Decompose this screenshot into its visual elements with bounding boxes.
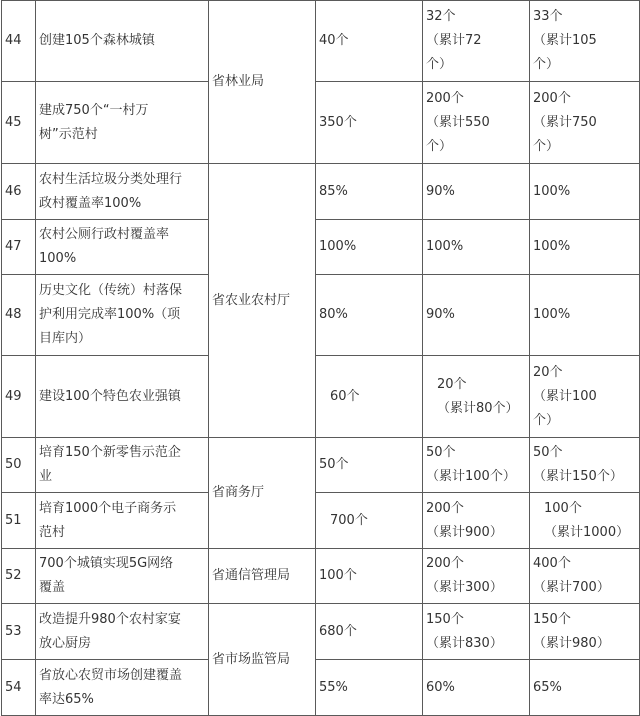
task-table [1, 0, 640, 716]
task-name: 农村生活垃圾分类处理行 政村覆盖率100% [36, 164, 209, 220]
target-value-3: 20个 （累计100 个） [530, 356, 640, 438]
target-value-3: 100个 （累计1000） [530, 493, 640, 549]
row-number: 54 [2, 660, 36, 716]
task-name: 培育150个新零售示范企 业 [36, 438, 209, 493]
table-row [2, 438, 640, 493]
target-value-2: 150个 （累计830） [423, 604, 530, 660]
row-number: 53 [2, 604, 36, 660]
target-value-2: 20个 （累计80个） [423, 356, 530, 438]
table-row [2, 604, 640, 660]
department-cell: 省林业局 [209, 1, 316, 164]
table-row [2, 220, 640, 275]
target-value-1: 85% [316, 164, 423, 220]
task-name: 建成750个“一村万 树”示范村 [36, 82, 209, 164]
target-value-1: 55% [316, 660, 423, 716]
department-cell: 省商务厅 [209, 438, 316, 549]
department-cell: 省通信管理局 [209, 549, 316, 604]
task-name: 700个城镇实现5G网络 覆盖 [36, 549, 209, 604]
row-number: 50 [2, 438, 36, 493]
row-number: 48 [2, 275, 36, 356]
target-value-3: 200个 （累计750 个） [530, 82, 640, 164]
target-value-3: 100% [530, 275, 640, 356]
table-row [2, 1, 640, 82]
target-value-2: 200个 （累计300） [423, 549, 530, 604]
target-value-3: 33个 （累计105 个） [530, 1, 640, 82]
row-number: 44 [2, 1, 36, 82]
table-row [2, 660, 640, 716]
table-row [2, 356, 640, 438]
target-value-3: 50个 （累计150个） [530, 438, 640, 493]
table-row [2, 549, 640, 604]
task-name: 历史文化（传统）村落保 护利用完成率100%（项 目库内） [36, 275, 209, 356]
row-number: 45 [2, 82, 36, 164]
target-value-1: 80% [316, 275, 423, 356]
target-value-1: 350个 [316, 82, 423, 164]
task-name: 建设100个特色农业强镇 [36, 356, 209, 438]
row-number: 49 [2, 356, 36, 438]
task-name: 创建105个森林城镇 [36, 1, 209, 82]
target-value-2: 60% [423, 660, 530, 716]
row-number: 51 [2, 493, 36, 549]
target-value-3: 100% [530, 220, 640, 275]
target-value-2: 90% [423, 164, 530, 220]
target-value-3: 65% [530, 660, 640, 716]
target-value-2: 90% [423, 275, 530, 356]
target-value-2: 200个 （累计550 个） [423, 82, 530, 164]
target-value-1: 60个 [316, 356, 423, 438]
target-value-1: 50个 [316, 438, 423, 493]
table-row [2, 275, 640, 356]
target-value-1: 100% [316, 220, 423, 275]
table-row [2, 164, 640, 220]
target-value-3: 150个 （累计980） [530, 604, 640, 660]
table-row [2, 82, 640, 164]
task-name: 培育1000个电子商务示 范村 [36, 493, 209, 549]
task-name: 农村公厕行政村覆盖率 100% [36, 220, 209, 275]
table-row [2, 493, 640, 549]
row-number: 47 [2, 220, 36, 275]
target-value-2: 200个 （累计900） [423, 493, 530, 549]
target-value-1: 700个 [316, 493, 423, 549]
target-value-1: 100个 [316, 549, 423, 604]
target-value-2: 50个 （累计100个） [423, 438, 530, 493]
target-value-1: 40个 [316, 1, 423, 82]
target-value-2: 100% [423, 220, 530, 275]
task-name: 省放心农贸市场创建覆盖 率达65% [36, 660, 209, 716]
row-number: 46 [2, 164, 36, 220]
target-value-3: 100% [530, 164, 640, 220]
department-cell: 省市场监管局 [209, 604, 316, 716]
target-value-1: 680个 [316, 604, 423, 660]
target-value-2: 32个 （累计72 个） [423, 1, 530, 82]
task-name: 改造提升980个农村家宴 放心厨房 [36, 604, 209, 660]
department-cell: 省农业农村厅 [209, 164, 316, 438]
row-number: 52 [2, 549, 36, 604]
target-value-3: 400个 （累计700） [530, 549, 640, 604]
